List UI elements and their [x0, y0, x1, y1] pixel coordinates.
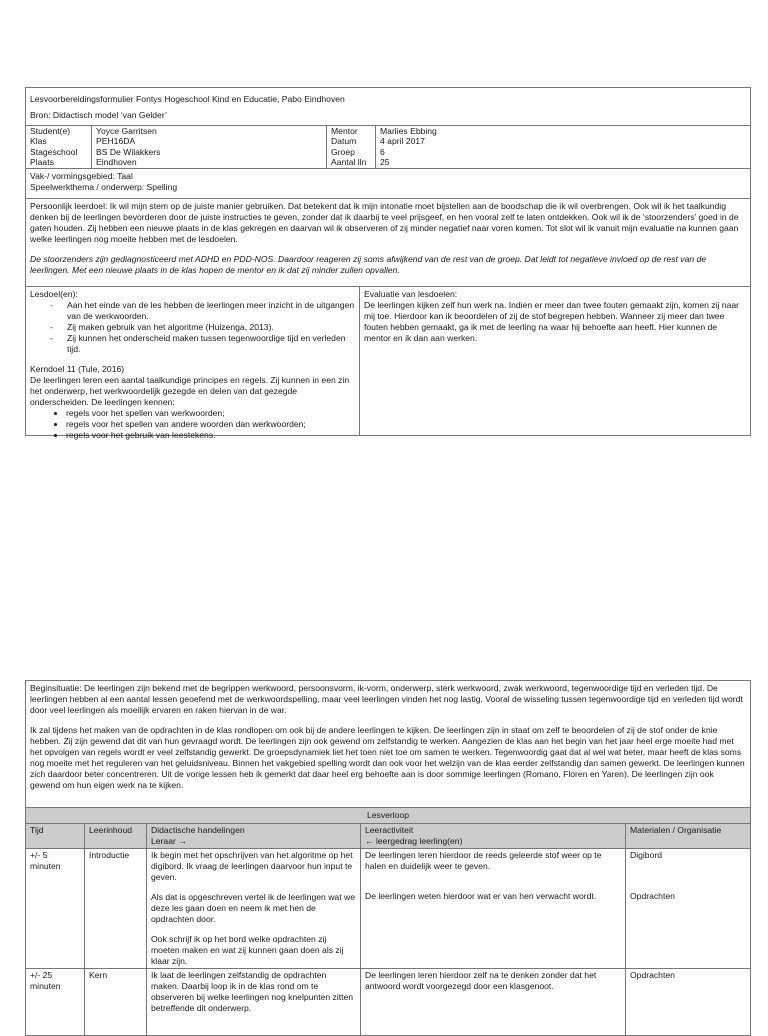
kerndoel-item: • regels voor het gebruik van leestekens.	[66, 430, 355, 441]
row-didactisch	[147, 849, 361, 969]
row-tijd: +/- 5 minuten	[26, 849, 85, 969]
row-leeractiviteit	[361, 849, 626, 969]
plaats-value: Eindhoven	[96, 157, 137, 168]
beginsituatie-text-1: Beginsituatie: De leerlingen zijn bekend met de begrippen werkwoord, persoonsvorm, ik-vorm, onderwerp, sterk werkwoord, zwak werkwoord, tegenwoordige tijd en verleden tijd. De leerlingen hebben al een aantal lessen geoefend met de werkwoordspelling, maar veel leerlingen vinden het nog lastig. Vooral de wisseling tussen tegenwoordige tijd en verleden tijd wordt door veel leerlingen als moeilijk ervaren en raken hiervan in de war.	[30, 683, 743, 715]
klas-label: Klas	[30, 136, 47, 147]
row-tijd: +/- 25 minuten	[26, 969, 85, 1036]
didactisch-text: Ook schrijf ik op het bord welke opdrachten zij moeten maken en wat zij kunnen gaan doen als zij klaar zijn.	[151, 934, 344, 966]
lesdoel-list	[50, 300, 355, 355]
leerdoel-text: Persoonlijk leerdoel: Ik wil mijn stem op de juiste manier gebruiken. Dat betekent dat ik mijn intonatie moet bijstellen aan de boodschap die ik wil overbrengen. Ook wil ik het taalkundig denken bij de leerlingen bevorderen door de juiste instructies te geven, zonder dat ik daarbij te veel prijsgeef, en hen vooral zelf te laten ontdekken. Ook wil ik de ‘stoorzenders’ goed in de gaten houden. Zij hebben een nieuwe plaats in de klas gekregen en daarvan wil ik observeren of zij minder negatief naar voren komen. Tot slot wil ik vanuit mijn evaluatie na kunnen gaan welke leerlingen nog moeite hebben met de lesdoelen.	[30, 200, 739, 244]
materiaal-text: Digibord	[630, 850, 663, 860]
lesdoel-item: - Aan het einde van de les hebben de leerlingen meer inzicht in de uitgangen van de werkwoorden.	[50, 300, 355, 322]
didactisch-text: Ik laat de leerlingen zelfstandig de opdrachten maken. Daarbij loop ik in de klas rond om te observeren bij welke leerlingen nog knelpunten zitten betreffende dit onderwerp.	[151, 970, 354, 1013]
row-leeractiviteit	[361, 969, 626, 1036]
klas-value: PEH16DA	[96, 136, 136, 147]
didactische-header: Didactische handelingen	[151, 825, 245, 835]
aantal-value: 25	[380, 157, 390, 168]
materiaal-text: Opdrachten	[630, 970, 675, 980]
kerndoel-heading: Kerndoel 11 (Tule, 2016)	[30, 363, 125, 374]
didactisch-text: Ik begin met het opschrijven van het algoritme op het digibord. Ik vraag de leerlingen daarvoor hun input te geven.	[151, 850, 353, 882]
thema-text: Speelwerkthema / onderwerp: Spelling	[30, 181, 178, 192]
info-table	[26, 126, 750, 168]
groep-label: Groep	[331, 146, 355, 157]
lesverloop-header-row	[26, 824, 750, 849]
leerdoel-section	[26, 198, 750, 286]
col-tijd: Tijd	[26, 824, 85, 849]
kerndoel-text: De leerlingen leren een aantal taalkundige principes en regels. Zij kunnen in een zin het onderwerp, het werkwoordelijk gezegde en delen van dat gezegde onderscheiden. De leerlingen kennen:	[30, 374, 350, 407]
vak-section	[26, 168, 750, 198]
row-materialen	[626, 969, 751, 1036]
lesdoel-item: - Zij kunnen het onderscheid maken tussen tegenwoordige tijd en verleden tijd.	[50, 333, 355, 355]
kerndoel-item: • regels voor het spellen van andere woorden dan werkwoorden;	[66, 419, 355, 430]
stageschool-value: BS De Wilakkers	[96, 146, 161, 157]
evaluatie-text: De leerlingen kijken zelf hun werk na. Indien er meer dan twee fouten gemaakt zijn, komen zij naar mij toe. Hierdoor kan ik beoordelen of zij de stof begrepen hebben. Wanneer zij meer dan twee fouten hebben gemaakt, ga ik met de leerling na waar hij behoefte aan heeft. Hier kunnen de mentor en ik dan aan werken.	[364, 299, 739, 343]
lesdoel-evaluatie-section	[26, 286, 750, 440]
kerndoel-item: • regels voor het spellen van werkwoorden;	[66, 408, 355, 419]
form-header	[26, 88, 750, 125]
row-leerinhoud: Introductie	[85, 849, 147, 969]
leeractiviteit-text: De leerlingen leren hierdoor de reeds geleerde stof weer op te halen en duidelijk weer te geven.	[365, 850, 602, 871]
leergedrag-header: ← leergedrag leerling(en)	[365, 836, 463, 846]
row-leerinhoud: Kern	[85, 969, 147, 1036]
student-label: Student(e)	[30, 126, 71, 136]
lesson-form-top	[25, 87, 751, 440]
form-title: Lesvoorbereidingsformulier Fontys Hogeschool Kind en Educatie, Pabo Eindhoven	[30, 94, 345, 104]
row-didactisch	[147, 969, 361, 1036]
lesdoel-heading: Lesdoel(en):	[30, 288, 78, 299]
leeractiviteit-header: Leeractiviteit	[365, 825, 414, 835]
evaluatie-column	[360, 287, 750, 435]
lesson-form-bottom	[25, 680, 751, 1036]
groep-value: 6	[380, 146, 385, 157]
mentor-value: Marlies Ebbing	[380, 126, 437, 136]
lesdoel-column	[26, 287, 360, 440]
table-row	[26, 849, 750, 969]
materiaal-text: Opdrachten	[630, 891, 675, 901]
mentor-label: Mentor	[331, 126, 358, 136]
col-didactische	[147, 824, 361, 849]
kerndoel-list	[50, 408, 355, 441]
col-materialen: Materialen / Organisatie	[626, 824, 751, 849]
lesverloop-table	[26, 824, 750, 1036]
leraar-header: Leraar →	[151, 836, 187, 846]
didactisch-text: Als dat is opgeschreven vertel ik de leerlingen wat we deze les gaan doen en neem ik met hen de opdrachten door.	[151, 892, 355, 924]
row-materialen	[626, 849, 751, 969]
aantal-label: Aantal lln	[331, 157, 367, 168]
stageschool-label: Stageschool	[30, 146, 78, 157]
beginsituatie-text-2: Ik zal tijdens het maken van de opdrachten in de klas rondlopen om ook bij de andere leerlingen te kijken. De leerlingen zijn in staat om zelf te beoordelen of zij de stof onder de knie hebben. Zij zijn gewend dat dit van hun gevraagd wordt. De leerlingen zijn ook gewend om zelfstandig te werken. Aangezien de klas aan het begin van het jaar heel erge moeite had met het opvolgen van regels wordt er veel zelfstandig gewerkt. De groepsdynamiek liet het toen niet toe om samen te werken. Tegenwoordig gaat dat al wel wat beter, maar heeft de klas soms nog moeite met het reguleren van het geluidsniveau. Binnen het vakgebied spelling wordt dan ook voor het welzijn van de klas eerder zelfstandig dan samen gewerkt. De leerlingen kunnen zich daardoor beter concentreren. Uit de vorige lessen heb ik gemerkt dat daar heel erg behoefte aan is door sommige leerlingen (Romano, Floren en Yaren). De leerlingen zijn ook gewend om hun eigen werk na te kijken.	[30, 725, 745, 790]
lesdoel-item: - Zij maken gebruik van het algoritme (Huizenga, 2013).	[50, 322, 355, 333]
table-row	[26, 969, 750, 1036]
beginsituatie-section	[26, 681, 750, 795]
leeractiviteit-text: De leerlingen leren hierdoor zelf na te denken zonder dat het antwoord wordt voorgezegd door een klasgenoot.	[365, 970, 597, 991]
plaats-label: Plaats	[30, 157, 54, 168]
col-leeractiviteit	[361, 824, 626, 849]
leerdoel-italic-note: De stoorzenders zijn gediagnosticeerd met ADHD en PDD-NOS. Daardoor reageren zij soms afwijkend van de rest van de groep. Dat leidt tot negatieve invloed op de rest van de leerlingen. Met een nieuwe plaats in de klas hopen de mentor en ik dat zij minder zullen opvallen.	[30, 253, 707, 275]
col-leerinhoud: Leerinhoud	[85, 824, 147, 849]
form-source: Bron: Didactisch model ‘van Gelder’	[30, 110, 167, 120]
vormingsgebied-text: Vak-/ vormingsgebied: Taal	[30, 170, 133, 181]
datum-label: Datum	[331, 136, 357, 147]
lesverloop-title: Lesverloop	[26, 807, 750, 824]
evaluatie-heading: Evaluatie van lesdoelen:	[364, 288, 458, 299]
student-value: Yoyce Garritsen	[96, 126, 157, 136]
leeractiviteit-text: De leerlingen weten hierdoor wat er van hen verwacht wordt.	[365, 891, 597, 901]
info-section	[26, 125, 750, 168]
datum-value: 4 april 2017	[380, 136, 425, 147]
